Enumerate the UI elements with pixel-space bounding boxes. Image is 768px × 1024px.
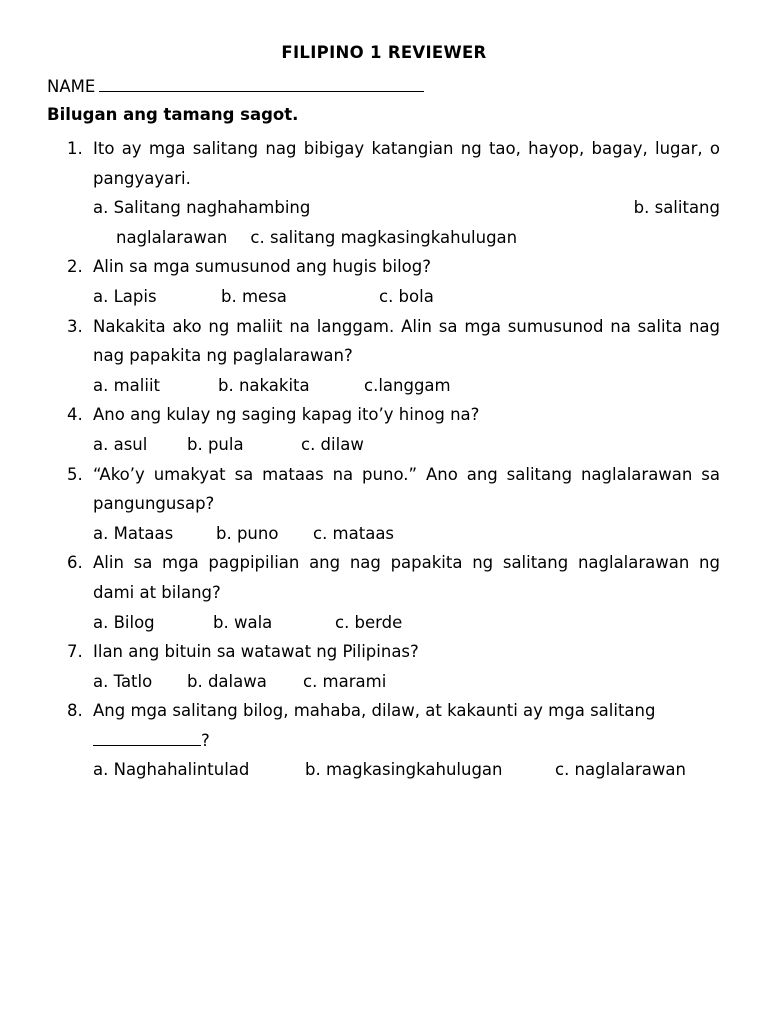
choice-c[interactable]: c. salitang magkasingkahulugan <box>250 227 518 247</box>
choice-c[interactable]: c. berde <box>335 612 403 632</box>
choice-c[interactable]: c. naglalarawan <box>555 760 686 780</box>
choice-row <box>93 430 720 460</box>
choice-c[interactable]: c. bola <box>379 286 434 306</box>
choice-b[interactable]: b. magkasingkahulugan <box>305 760 503 780</box>
question-3 <box>67 312 720 401</box>
question-2 <box>67 252 720 311</box>
question-number: 3. <box>67 316 83 336</box>
question-number: 7. <box>67 642 83 662</box>
choice-c[interactable]: c.langgam <box>364 375 451 395</box>
choice-a[interactable]: a. asul <box>93 434 148 454</box>
choice-b[interactable]: b. nakakita <box>218 375 310 395</box>
choice-row <box>93 755 720 785</box>
question-number: 8. <box>67 701 83 721</box>
choice-row <box>93 519 720 549</box>
choice-b-continued[interactable]: naglalarawan <box>116 227 228 247</box>
instructions: Bilugan ang tamang sagot. <box>47 105 299 124</box>
choice-c[interactable]: c. mataas <box>313 523 395 543</box>
choice-row-continued <box>93 223 720 253</box>
choice-b[interactable]: b. puno <box>216 523 279 543</box>
name-input-line[interactable] <box>99 73 424 92</box>
choice-c[interactable]: c. marami <box>303 671 387 691</box>
choice-a[interactable]: a. Lapis <box>93 286 157 306</box>
question-text: Ilan ang bituin sa watawat ng Pilipinas? <box>93 642 419 662</box>
question-number: 2. <box>67 257 83 277</box>
question-number: 6. <box>67 553 83 573</box>
choice-a[interactable]: a. maliit <box>93 375 161 395</box>
question-8 <box>67 696 720 785</box>
question-7 <box>67 637 720 696</box>
name-label: NAME <box>47 77 96 96</box>
choice-a[interactable]: a. Mataas <box>93 523 174 543</box>
question-text-end: ? <box>201 730 210 750</box>
question-text: “Ako’y umakyat sa mataas na puno.” Ano ang salitang naglalarawan sa pangungusap? <box>93 464 720 514</box>
question-text: Alin sa mga pagpipilian ang nag papakita ng salitang naglalarawan ng dami at bilang? <box>93 553 720 602</box>
choice-b[interactable]: b. pula <box>187 434 244 454</box>
choice-row <box>93 608 720 638</box>
worksheet-title: FILIPINO 1 REVIEWER <box>281 43 487 62</box>
choice-c[interactable]: c. dilaw <box>301 434 364 454</box>
question-5 <box>67 460 720 549</box>
choice-row <box>93 371 720 401</box>
choice-a[interactable]: a. Salitang naghahambing <box>93 198 311 218</box>
question-text: Alin sa mga sumusunod ang hugis bilog? <box>93 257 431 277</box>
question-number: 1. <box>67 139 83 158</box>
choice-row <box>93 282 720 312</box>
choice-a[interactable]: a. Bilog <box>93 612 155 632</box>
choice-a[interactable]: a. Naghahalintulad <box>93 760 250 780</box>
choice-b[interactable]: b. wala <box>213 612 273 632</box>
choice-b[interactable]: b. salitang <box>633 198 720 218</box>
question-number: 5. <box>67 464 83 484</box>
question-text: Ano ang kulay ng saging kapag ito’y hinog na? <box>93 405 480 425</box>
answer-blank-row <box>93 726 720 756</box>
choice-b[interactable]: b. mesa <box>221 286 287 306</box>
question-text: Nakakita ako ng maliit na langgam. Alin sa mga sumusunod na salita nag nag papakita ng paglalarawan? <box>93 316 720 366</box>
choice-row <box>93 193 720 223</box>
choice-a[interactable]: a. Tatlo <box>93 671 153 691</box>
question-text: Ito ay mga salitang nag bibigay katangian ng tao, hayop, bagay, lugar, o pangyayari. <box>93 139 720 188</box>
choice-b[interactable]: b. dalawa <box>187 671 267 691</box>
answer-blank[interactable] <box>93 727 201 746</box>
question-number: 4. <box>67 405 83 425</box>
question-list <box>67 134 720 785</box>
question-text: Ang mga salitang bilog, mahaba, dilaw, at kakaunti ay mga salitang <box>93 701 656 721</box>
question-6 <box>67 548 720 637</box>
question-1 <box>67 134 720 252</box>
name-row <box>47 73 424 96</box>
choice-row <box>93 667 720 697</box>
question-4 <box>67 400 720 459</box>
